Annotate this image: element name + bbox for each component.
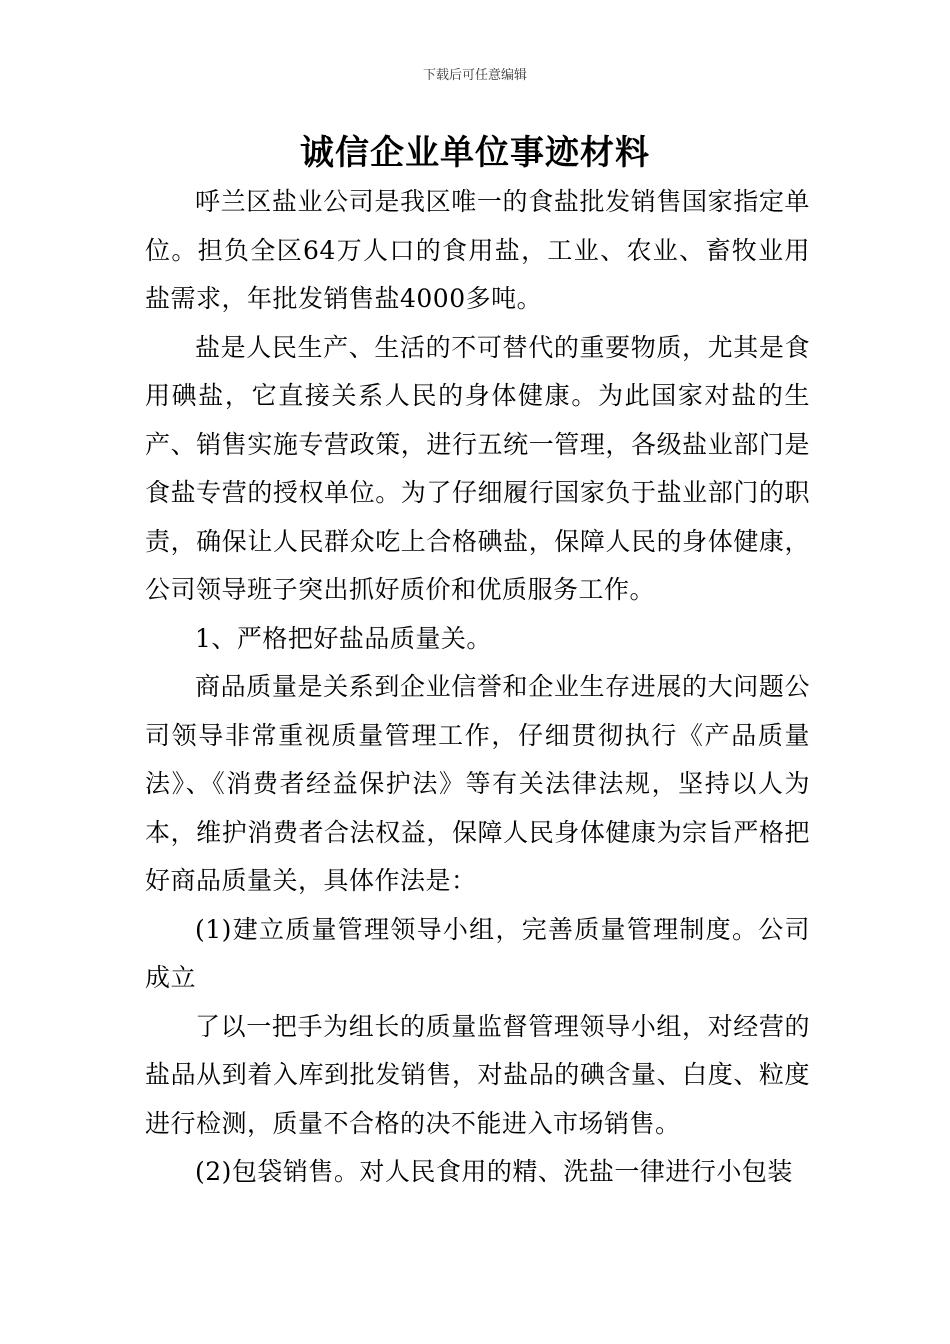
paragraph: (2)包袋销售。对人民食用的精、洗盐一律进行小包装 [195, 1157, 793, 1186]
header-note: 下载后可任意编辑 [422, 68, 527, 83]
paragraph: 商品质量是关系到企业信誉和企业生存进展的大问题公司领导非常重视质量管理工作，仔细贯彻执行《产品质量法》、《消费者经益保护法》等有关法律法规，坚持以人为本，维护消费者合法权益，保障人民身体健康为宗旨严格把好商品质量关，具体作法是： [145, 672, 810, 895]
paragraph: 了以一把手为组长的质量监督管理领导小组，对经营的盐品从到着入库到批发销售，对盐品的碘含量、白度、粒度进行检测，质量不合格的决不能进入市场销售。 [145, 1011, 810, 1138]
paragraph: 1、严格把好盐品质量关。 [195, 623, 492, 653]
document-title: 诚信企业单位事迹材料 [300, 133, 650, 173]
paragraph: 盐是人民生产、生活的不可替代的重要物质，尤其是食用碘盐，它直接关系人民的身体健康。为此国家对盐的生产、销售实施专营政策，进行五统一管理，各级盐业部门是食盐专营的授权单位。为了仔细履行国家负于盐业部门的职责，确保让人民群众吃上合格碘盐，保障人民的身体健康，公司领导班子突出抓好质价和优质服务工作。 [145, 332, 810, 604]
paragraph: 呼兰区盐业公司是我区唯一的食盐批发销售国家指定单位。担负全区64万人口的食用盐，工业、农业、畜牧业用盐需求，年批发销售盐4000多吨。 [145, 187, 810, 313]
paragraph: (1)建立质量管理领导小组，完善质量管理制度。公司成立 [145, 914, 810, 992]
document-body [145, 178, 810, 1197]
